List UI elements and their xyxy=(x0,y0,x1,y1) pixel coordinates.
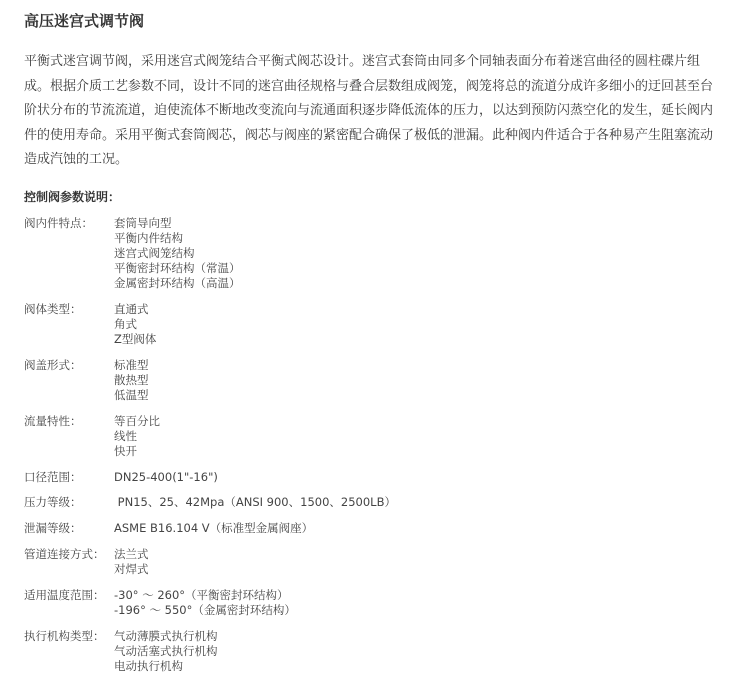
params-heading: 控制阀参数说明： xyxy=(24,190,121,204)
param-label: 管道连接方式： xyxy=(24,547,105,561)
param-values xyxy=(114,470,714,485)
param-value: 平衡内件结构 xyxy=(114,231,183,245)
intro-line: 阶状分布的节流流道，迫使流体不断地改变流向与流通面积逐步降低流体的压力，以达到预防闪蒸空化的发生，延长阀内 xyxy=(24,103,714,118)
param-values xyxy=(114,302,714,347)
param-value: Z型阀体 xyxy=(114,332,157,346)
param-values xyxy=(114,495,714,510)
param-label: 阀内件特点： xyxy=(24,216,93,230)
param-value: 套筒导向型 xyxy=(114,216,172,230)
param-values xyxy=(114,547,714,577)
param-value: 线性 xyxy=(114,429,137,443)
param-label: 压力等级： xyxy=(24,495,82,509)
param-value: PN15、25、42Mpa（ANSI 900、1500、2500LB） xyxy=(114,495,396,509)
param-label: 口径范围： xyxy=(24,470,82,484)
param-value: -196° ～ 550°（金属密封环结构） xyxy=(114,603,296,617)
intro-line: 件的使用寿命。采用平衡式套筒阀芯，阀芯与阀座的紧密配合确保了极低的泄漏。此种阀内件适合于各种易产生阻塞流动 xyxy=(24,127,714,143)
intro-line: 造成汽蚀的工况。 xyxy=(24,152,129,167)
param-value: 散热型 xyxy=(114,373,149,387)
intro-paragraph xyxy=(24,50,720,173)
param-value: 迷宫式阀笼结构 xyxy=(114,246,195,260)
param-label: 阀体类型： xyxy=(24,302,82,316)
param-label: 适用温度范围： xyxy=(24,588,105,602)
param-values xyxy=(114,629,714,674)
param-label: 阀盖形式： xyxy=(24,358,82,372)
param-value: 电动执行机构 xyxy=(114,659,183,673)
param-value: DN25-400(1"-16") xyxy=(114,470,218,484)
param-values xyxy=(114,216,714,291)
param-values xyxy=(114,358,714,403)
param-value: 气动薄膜式执行机构 xyxy=(114,629,218,643)
param-value: ASME B16.104 Ⅴ（标准型金属阀座） xyxy=(114,521,314,535)
param-value: 角式 xyxy=(114,317,137,331)
param-values xyxy=(114,588,714,618)
param-value: 等百分比 xyxy=(114,414,160,428)
page-title: 高压迷宫式调节阀 xyxy=(24,12,145,30)
param-value: -30° ～ 260°（平衡密封环结构） xyxy=(114,588,289,602)
param-value: 法兰式 xyxy=(114,547,149,561)
param-value: 对焊式 xyxy=(114,562,149,576)
param-value: 直通式 xyxy=(114,302,149,316)
param-value: 平衡密封环结构（常温） xyxy=(114,261,241,275)
param-values xyxy=(114,521,714,536)
param-value: 低温型 xyxy=(114,388,149,402)
param-values xyxy=(114,414,714,459)
param-label: 执行机构类型： xyxy=(24,629,105,643)
param-label: 泄漏等级： xyxy=(24,521,82,535)
intro-line: 平衡式迷宫调节阀，采用迷宫式阀笼结合平衡式阀芯设计。迷宫式套筒由同多个同轴表面分布着迷宫曲径的圆柱碟片组 xyxy=(24,54,701,69)
param-label: 流量特性： xyxy=(24,414,82,428)
param-value: 金属密封环结构（高温） xyxy=(114,276,241,290)
param-value: 快开 xyxy=(114,444,137,458)
param-value: 标准型 xyxy=(114,358,149,372)
intro-line: 成。根据介质工艺参数不同，设计不同的迷宫曲径规格与叠合层数组成阀笼，阀笼将总的流道分成许多细小的迂回甚至台 xyxy=(24,78,714,94)
param-value: 气动活塞式执行机构 xyxy=(114,644,218,658)
